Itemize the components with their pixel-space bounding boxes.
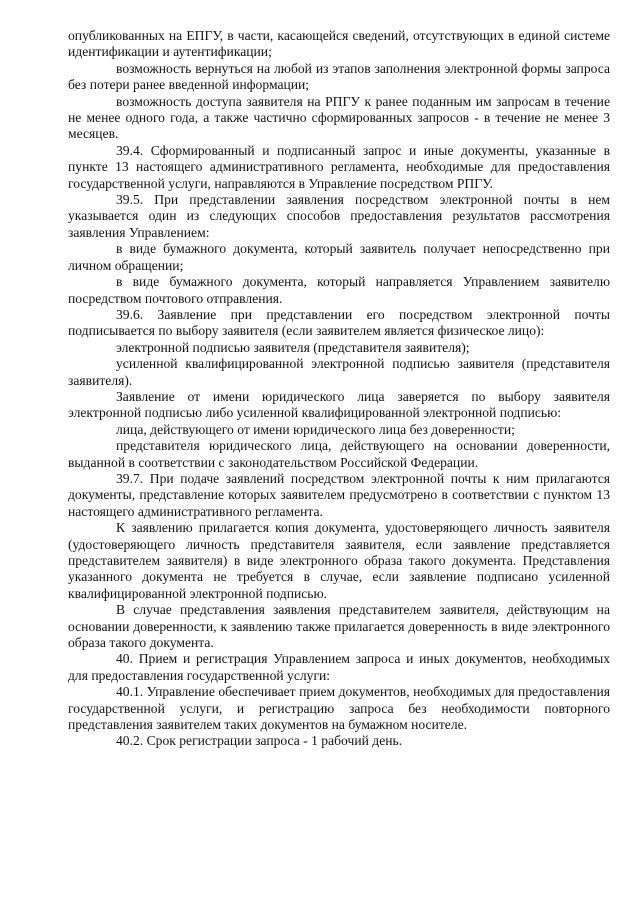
paragraph-continuation: опубликованных на ЕПГУ, в части, касающейся сведений, отсутствующих в единой системе идентификации и аутентификации; [68, 28, 610, 60]
paragraph-power-of-attorney: В случае представления заявления представителем заявителя, действующим на основании доверенности, к заявлению также прилагается доверенность в виде электронного образа такого документа. [68, 602, 610, 651]
paragraph-39-5: 39.5. При представлении заявления посредством электронной почты в нем указывается один из следующих способов предоставления результатов рассмотрения заявления Управлением: [68, 192, 610, 240]
paragraph-simple-signature: электронной подписью заявителя (представителя заявителя); [116, 339, 470, 355]
paragraph-qualified-signature: усиленной квалифицированной электронной подписью заявителя (представителя заявителя). [68, 356, 610, 388]
paragraph-paper-personal: в виде бумажного документа, который заявитель получает непосредственно при личном обращении; [68, 241, 610, 273]
paragraph-40-1: 40.1. Управление обеспечивает прием документов, необходимых для предоставления государственной услуги, и регистрацию запроса без необходимости повторного представления заявителем таких документов на бумажном носителе. [68, 684, 610, 733]
paragraph-access-requests: возможность доступа заявителя на РПГУ к ранее поданным им запросам в течение не менее одного года, а также частично сформированных запросов - в течение не менее 3 месяцев. [68, 93, 610, 142]
paragraph-40-2: 40.2. Срок регистрации запроса - 1 рабочий день. [116, 733, 403, 749]
paragraph-39-7: 39.7. При подаче заявлений посредством электронной почты к ним прилагаются документы, представление которых заявителем предусмотрено в соответствии с пунктом 13 настоящего административного регламента. [68, 470, 610, 519]
paragraph-39-4: 39.4. Сформированный и подписанный запрос и иные документы, указанные в пункте 13 настоящего административного регламента, необходимые для предоставления государственной услуги, направляются в Управление посредством РПГУ. [68, 142, 610, 191]
paragraph-identity-copy: К заявлению прилагается копия документа, удостоверяющего личность заявителя (удостоверяющего личность представителя заявителя, если заявление представляется представителем заявителя) в виде электронного образа такого документа. Представления указанного документа не требуется в случае, если заявление подписано усиленной квалифицированной электронной подписью. [68, 520, 610, 601]
paragraph-40: 40. Прием и регистрация Управлением запроса и иных документов, необходимых для предоставления государственной услуги: [68, 651, 610, 683]
paragraph-return-to-step: возможность вернуться на любой из этапов заполнения электронной формы запроса без потери ранее введенной информации; [68, 60, 610, 93]
paragraph-without-power: лица, действующего от имени юридического лица без доверенности; [116, 421, 515, 437]
paragraph-paper-mail: в виде бумажного документа, который направляется Управлением заявителю посредством почтового отправления. [68, 274, 610, 306]
paragraph-representative: представителя юридического лица, действующего на основании доверенности, выданной в соответствии с законодательством Российской Федерации. [68, 438, 610, 470]
document-page [68, 28, 610, 750]
paragraph-39-6: 39.6. Заявление при представлении его посредством электронной почты подписывается по выбору заявителя (если заявителем является физическое лицо): [68, 306, 610, 339]
paragraph-legal-entity: Заявление от имени юридического лица заверяется по выбору заявителя электронной подписью либо усиленной квалифицированной электронной подписью: [68, 388, 610, 421]
